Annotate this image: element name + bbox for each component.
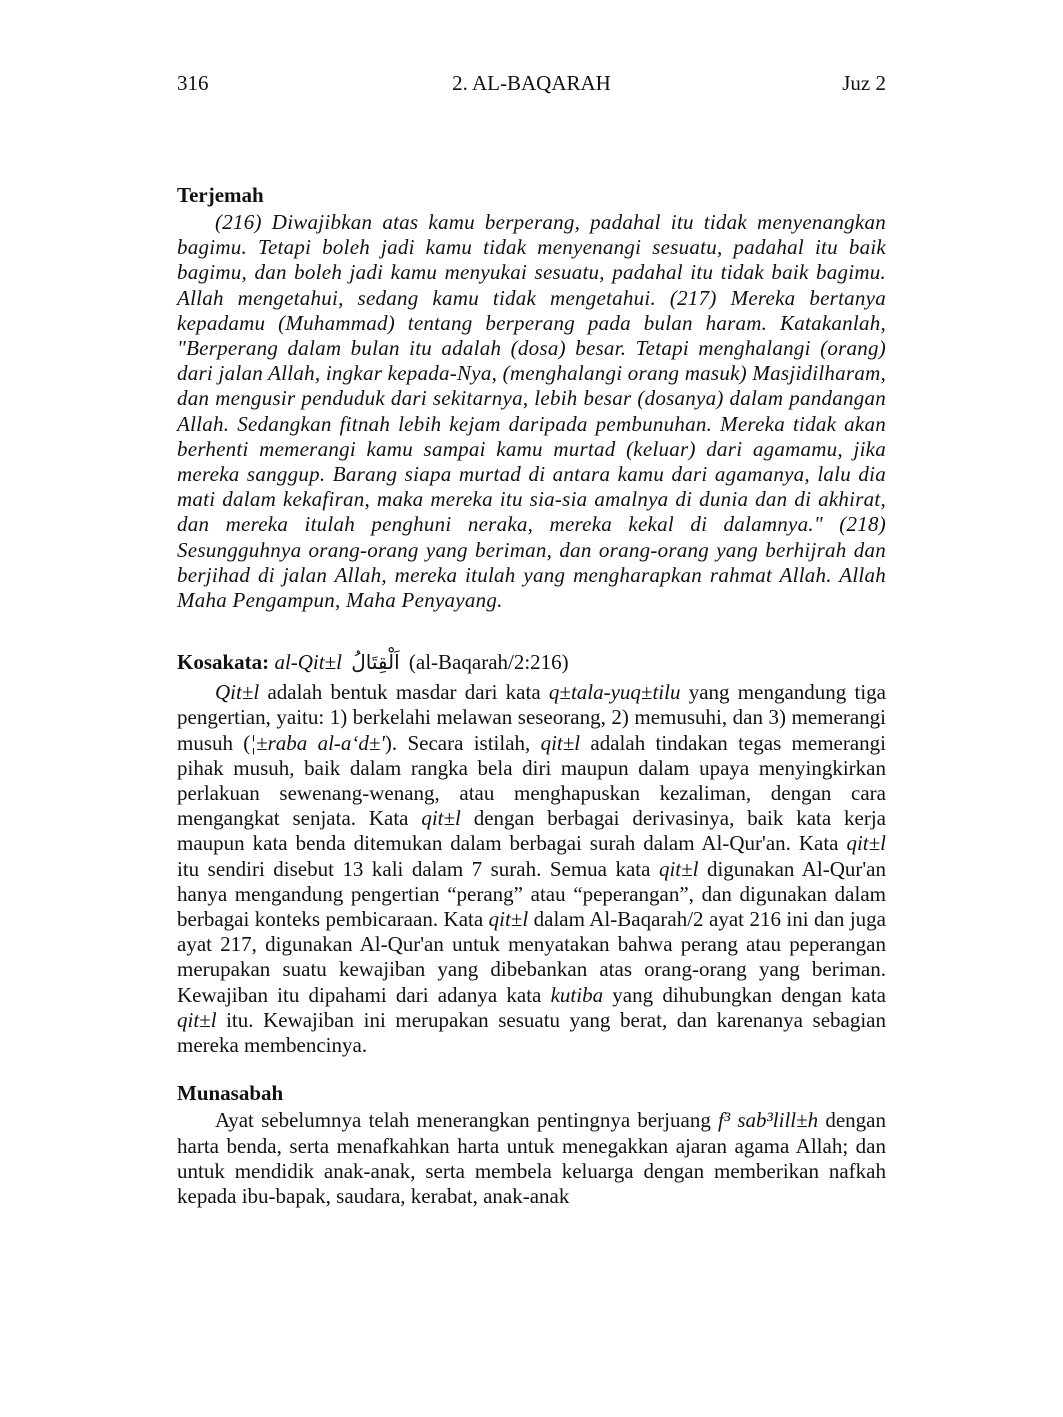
running-header [177,71,886,101]
text-span: dalam Al-Baqarah/2 ayat 216 ini dan juga ayat 217, digunakan Al-Qur'an untuk menyatakan bahwa perang atau peperangan merupakan suatu kewajiban yang dibebankan atas orang-orang yang beriman. Kewajiban itu dipahami dari adanya kata [177,907,886,1007]
text-span: digunakan Al-Qur'an hanya mengandung pengertian “perang” atau “peperangan”, dan digunakan dalam berbagai konteks pembicaraan. Kata [177,856,886,932]
munasabah-heading: Munasabah [177,1081,284,1106]
text-span: Ayat sebelumnya telah menerangkan pentingnya berjuang [215,1108,718,1133]
text-span: yang dihubungkan dengan kata [603,982,886,1007]
kosakata-ref: (al-Baqarah/2:216) [408,650,569,675]
term-italic: qit±l [658,856,699,881]
term-italic: qit±l [177,1007,217,1032]
term-italic: qit±l [488,907,529,932]
text-span: dengan harta benda, serta menafkahkan harta untuk menegakkan ajaran agama Allah; dan untuk mendidik anak-anak, serta membela keluarga dengan memberikan nafkah kepada ibu-bapak, saudara, kerabat, anak-anak [177,1108,886,1208]
kosakata-paragraph [177,680,886,1058]
text-span: adalah bentuk masdar dari kata [259,680,549,705]
kosakata-line [177,647,886,677]
text-span: yang mengandung tiga pengertian, yaitu: 1) berkelahi melawan seseorang, 2) memusuhi, dan 3) memerangi musuh ( [177,680,887,755]
text-span: dengan berbagai derivasinya, baik kata kerja maupun kata benda ditemukan dalam berbagai surah dalam Al-Qur'an. Kata [177,806,886,856]
arabic-term: اَلْقِتَالُ [351,650,400,675]
term-italic: ¦±raba al-a‘d±' [250,730,385,755]
term-italic: Qit±l [215,680,260,705]
kosakata-term: al-Qit±l [274,650,342,675]
term-italic: qit±l [540,730,581,755]
juz-label: Juz 2 [842,71,886,95]
text-span: itu. Kewajiban ini merupakan sesuatu yang berat, dan karenanya sebagian mereka membencinya. [177,1007,886,1058]
page-body [177,180,886,1209]
text-span: adalah tindakan tegas memerangi pihak musuh, baik dalam rangka bela diri maupun dalam upaya menyingkirkan perlakuan sewenang-wenang, atau menghapuskan kezaliman, dengan cara mengangkat senjata. Kata [177,730,887,831]
kosakata-label: Kosakata: [177,650,270,675]
term-italic: f³ sab³lill±h [718,1108,819,1133]
chapter-title: 2. AL-BAQARAH [452,71,611,95]
term-italic: qit±l [421,806,461,831]
munasabah-paragraph [177,1108,886,1209]
term-italic: kutiba [550,982,604,1007]
terjemah-heading: Terjemah [177,183,264,207]
text-span: itu sendiri disebut 13 kali dalam 7 surah. Semua kata [177,856,659,881]
term-italic: q±tala-yuq±tilu [548,680,681,705]
page-number: 316 [177,71,209,95]
terjemah-paragraph: (216) Diwajibkan atas kamu berperang, padahal itu tidak menyenangkan bagimu. Tetapi boleh jadi kamu tidak menyenangi sesuatu, padahal itu baik bagimu, dan boleh jadi kamu menyukai sesuatu, padahal itu tidak baik bagimu. Allah mengetahui, sedang kamu tidak mengetahui. (217) Mereka bertanya kepadamu (Muhammad) tentang berperang pada bulan haram. Katakanlah, "Berperang dalam bulan itu adalah (dosa) besar. Tetapi menghalangi (orang) dari jalan Allah, ingkar kepada-Nya, (menghalangi orang masuk) Masjidilharam, dan mengusir penduduk dari sekitarnya, lebih besar (dosanya) dalam pandangan Allah. Sedangkan fitnah lebih kejam daripada pembunuhan. Mereka tidak akan berhenti memerangi kamu sampai kamu murtad (keluar) dari agamamu, jika mereka sanggup. Barang siapa murtad di antara kamu dari agamanya, lalu dia mati dalam kekafiran, maka mereka itu sia-sia amalnya di dunia dan di akhirat, dan mereka itulah penghuni neraka, mereka kekal di dalamnya." (218) Sesungguhnya orang-orang yang beriman, dan orang-orang yang berhijrah dan berjihad di jalan Allah, mereka itulah yang mengharapkan rahmat Allah. Allah Maha Pengampun, Maha Penyayang. [177,210,886,613]
term-italic: qit±l [846,831,886,856]
text-span: ). Secara istilah, [384,730,541,755]
